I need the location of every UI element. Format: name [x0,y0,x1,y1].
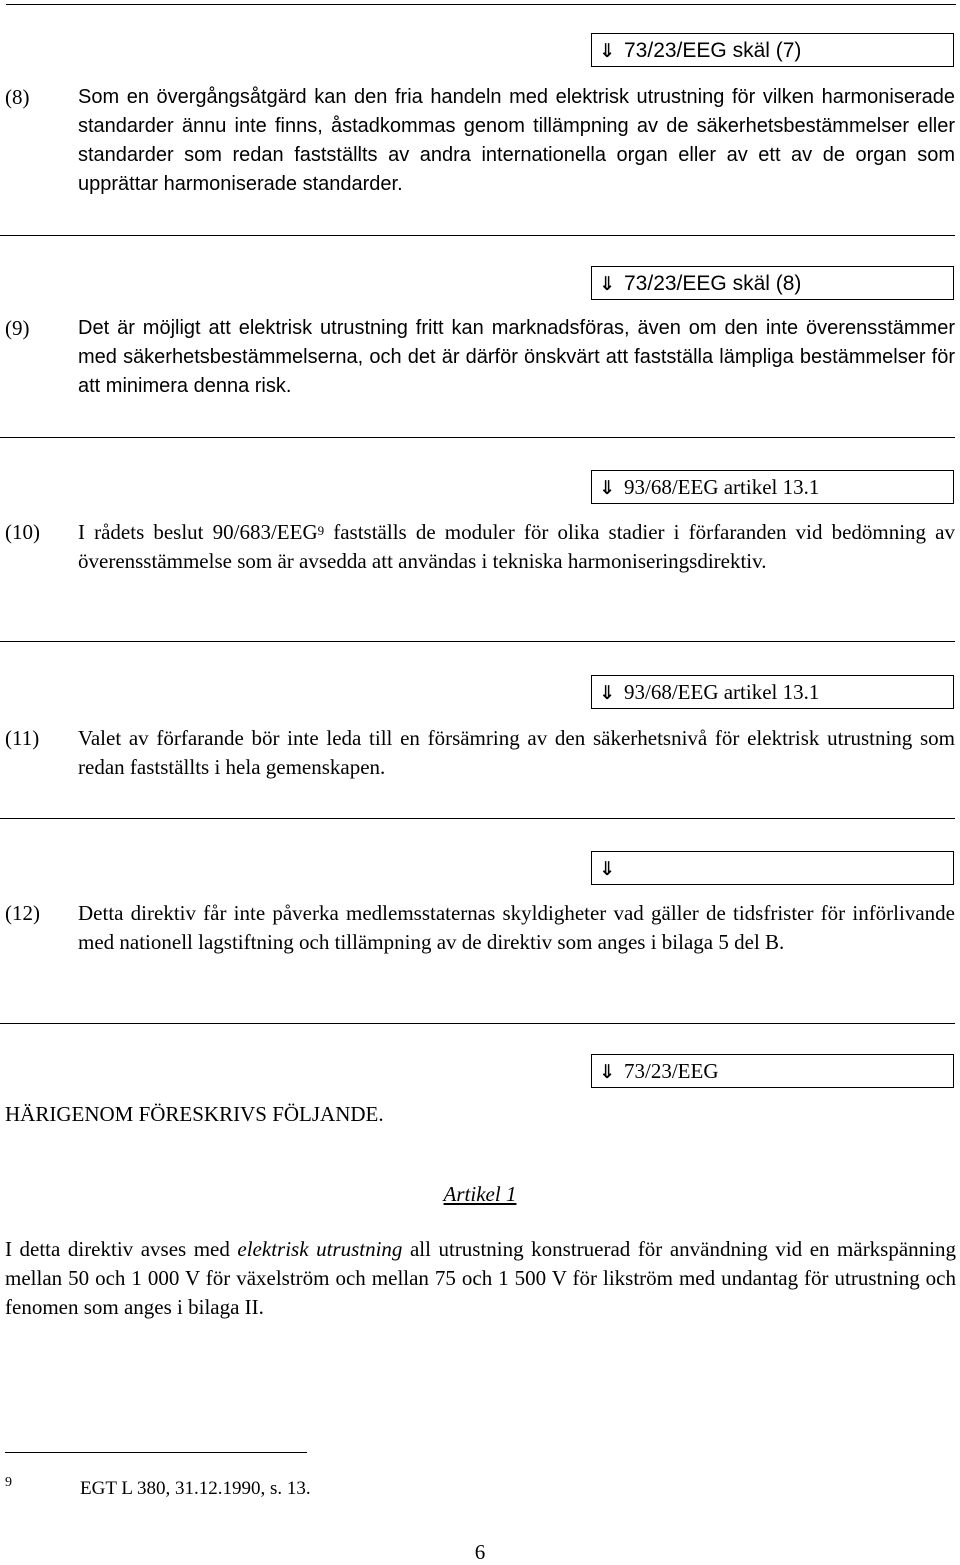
recital-text: Som en övergångsåtgärd kan den fria handeln med elektrisk utrustning för vilken harmoniserade standarder ännu inte finns, åstadkommas genom tillämpning av de säkerhetsbestämmelser eller standarder som redan fastställts av andra internationella organ eller av ett av de organ som upprättar harmoniserade standarder. [78,86,955,195]
recital-8 [5,83,955,199]
recital-10 [5,518,955,576]
section-rule [0,1023,955,1024]
footnote-ref: 9 [317,523,325,538]
section-rule [0,641,955,642]
source-ref-box-article [591,1054,954,1088]
section-rule [0,235,955,236]
source-ref-label: 93/68/EEG artikel 13.1 [624,475,820,499]
article-title: Artikel 1 [443,1182,517,1206]
top-rule [6,4,956,5]
defined-term: elektrisk utrustning [237,1237,403,1261]
footnote-number: 9 [5,1475,12,1490]
source-ref-box-11 [591,675,954,709]
article-text: I detta direktiv avses med elektrisk utrustning all utrustning konstruerad för användning vid en märkspänning mellan 50 och 1 000 V för växelström och mellan 75 och 1 500 V för likström med undantag för utrustning och fenomen som anges i bilaga II. [5,1237,957,1319]
footnote-text: EGT L 380, 31.12.1990, s. 13. [80,1478,311,1499]
down-arrow-icon: ⇓ [599,682,615,704]
source-ref-label: 93/68/EEG artikel 13.1 [624,680,820,704]
down-arrow-icon: ⇓ [599,273,615,295]
recital-number: (10) [5,520,40,544]
footnote-rule [5,1452,307,1453]
section-rule [0,818,955,819]
down-arrow-icon: ⇓ [599,858,615,880]
source-ref-box-7 [591,33,954,67]
recital-number: (12) [5,901,40,925]
recital-number: (8) [5,85,30,109]
enacting-heading: HÄRIGENOM FÖRESKRIVS FÖLJANDE. [5,1102,384,1126]
recital-text: I rådets beslut 90/683/EEG$^9$ fastställs de moduler för olika stadier i förfaranden vid bedömning av överensstämmelse som är avsedda att användas i tekniska harmoniseringsdirektiv. [78,520,955,573]
down-arrow-icon: ⇓ [599,1061,615,1083]
down-arrow-icon: ⇓ [599,40,615,62]
source-ref-box-10 [591,470,954,504]
section-rule [0,437,955,438]
page-number: 6 [474,1540,486,1564]
recital-9 [5,314,955,401]
source-ref-label: 73/23/EEG [624,1059,719,1083]
source-ref-box-12 [591,851,954,885]
recital-11 [5,724,955,782]
down-arrow-icon: ⇓ [599,477,615,499]
source-ref-label: 73/23/EEG skäl (8) [624,272,802,295]
recital-12 [5,899,955,957]
source-ref-label: 73/23/EEG skäl (7) [624,39,802,62]
source-ref-box-8 [591,266,954,300]
recital-text: Valet av förfarande bör inte leda till en försämring av den säkerhetsnivå för elektrisk utrustning som redan fastställts i hela gemenskapen. [78,726,955,779]
recital-number: (9) [5,316,30,340]
recital-text: Det är möjligt att elektrisk utrustning fritt kan marknadsföras, även om den inte överensstämmer med säkerhetsbestämmelserna, och det är därför önskvärt att fastställa lämpliga bestämmelser för att minimera denna risk. [78,317,955,397]
recital-number: (11) [5,726,40,750]
recital-text: Detta direktiv får inte påverka medlemsstaternas skyldigheter vad gäller de tidsfrister för införlivande med nationell lagstiftning och tillämpning av de direktiv som anges i bilaga 5 del B. [78,901,955,954]
